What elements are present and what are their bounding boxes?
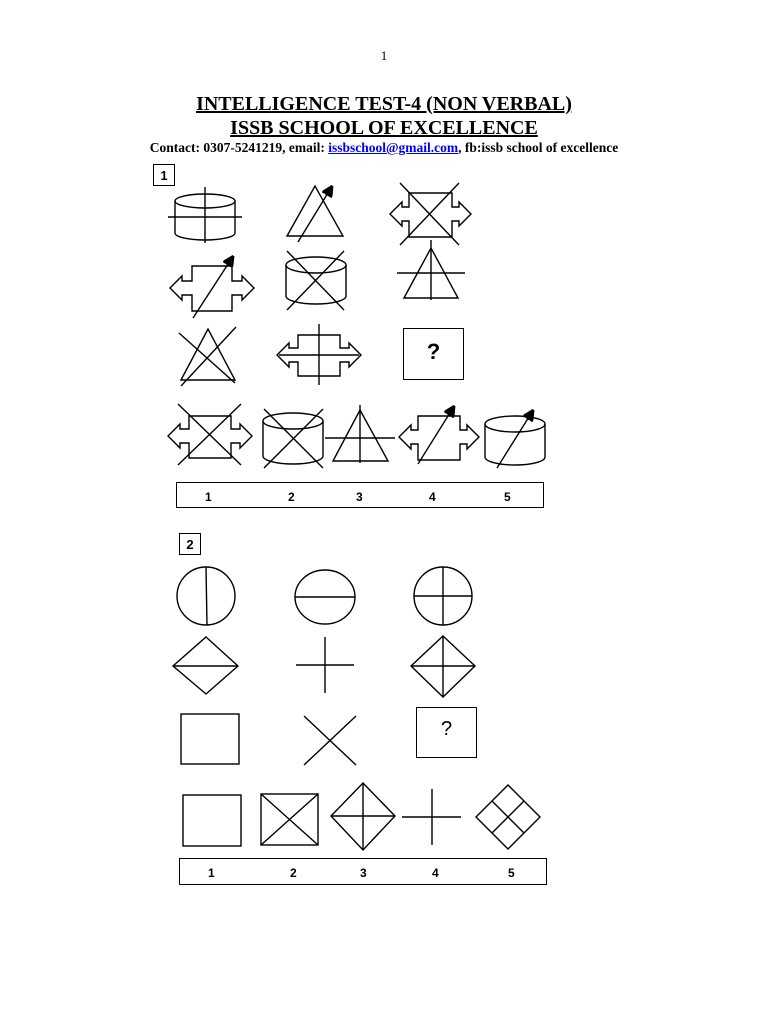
choice-plus-icon [402,789,461,845]
q1-option-1[interactable]: 1 [205,490,212,504]
email-link[interactable]: issbschool@gmail.com [328,140,459,155]
double-arrow-plus-icon [277,324,361,385]
choice-cylinder-arrow-icon [485,412,545,468]
triangle-arrow-icon [287,186,343,242]
triangle-x-icon [179,327,236,386]
page-number: 1 [380,48,388,63]
q1-option-2[interactable]: 2 [288,490,295,504]
q2-option-3[interactable]: 3 [360,866,367,880]
q2-option-2[interactable]: 2 [290,866,297,880]
choice-double-arrow-x-icon [168,404,252,465]
plus-icon [296,637,354,693]
q2-option-1[interactable]: 1 [208,866,215,880]
choice-tilted-square-plus-icon [476,785,540,849]
question-1-missing-box[interactable]: ? [403,328,464,380]
choice-triangle-plus-icon [325,405,395,463]
circle-vertical-line-icon [177,567,235,625]
choice-square-icon [183,795,241,846]
question-1-number: 1 [153,164,175,186]
school-title: ISSB SCHOOL OF EXCELLENCE [230,117,538,139]
diamond-horizontal-line-icon [173,637,238,694]
choice-diamond-cross-icon [331,783,395,850]
cylinder-x-icon [286,251,346,310]
square-icon [181,714,239,764]
test-title: INTELLIGENCE TEST-4 (NON VERBAL) [196,93,572,115]
triangle-plus-icon [397,240,465,300]
double-arrow-diagonal-icon [170,258,254,318]
q1-option-5[interactable]: 5 [504,490,511,504]
circle-cross-icon [414,567,472,625]
diamond-cross-icon [411,636,475,697]
contact-prefix: Contact: 0307-5241219, email: [149,140,329,155]
q1-option-4[interactable]: 4 [429,490,436,504]
choice-cylinder-x-icon [263,409,323,468]
contact-suffix: , fb:issb school of excellence [458,140,619,155]
question-2-missing-box[interactable]: ? [416,707,477,758]
choice-double-arrow-diagonal-icon [399,408,479,464]
circle-horizontal-line-icon [295,570,355,624]
question-2-number: 2 [179,533,201,555]
q2-option-5[interactable]: 5 [508,866,515,880]
q1-option-3[interactable]: 3 [356,490,363,504]
x-cross-icon [304,716,356,765]
double-arrow-x-icon [390,183,471,245]
cylinder-plus-icon [168,187,242,243]
q2-option-4[interactable]: 4 [432,866,439,880]
choice-square-x-icon [261,794,318,845]
